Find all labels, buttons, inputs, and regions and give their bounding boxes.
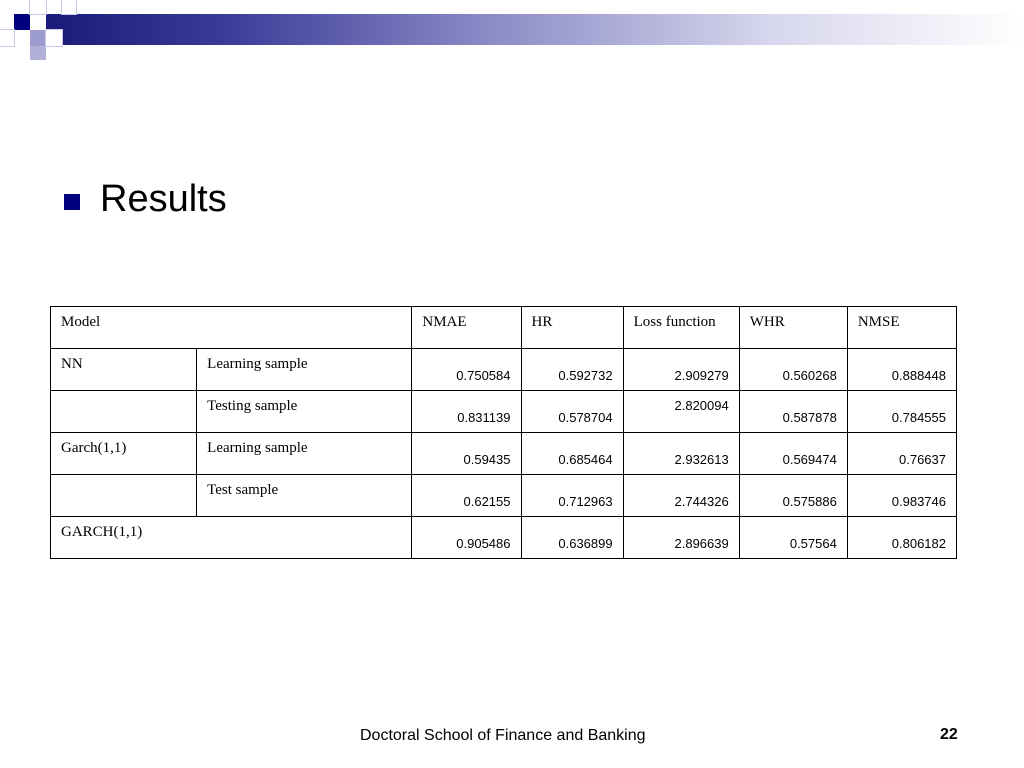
bullet-square-icon xyxy=(64,194,80,210)
header-square-light xyxy=(46,30,62,46)
cell-sample: Learning sample xyxy=(197,349,412,391)
header-square-light xyxy=(0,30,14,46)
cell-hr: 0.636899 xyxy=(521,517,623,559)
slide-header-decoration xyxy=(0,0,1024,48)
cell-nmae: 0.59435 xyxy=(412,433,521,475)
header-square-mid xyxy=(30,46,46,60)
header-cell-loss-function: Loss function xyxy=(623,307,739,349)
slide-footer: Doctoral School of Finance and Banking xyxy=(360,727,646,744)
cell-sample: Test sample xyxy=(197,475,412,517)
cell-hr: 0.712963 xyxy=(521,475,623,517)
header-cell-model: Model xyxy=(51,307,412,349)
cell-loss: 2.896639 xyxy=(623,517,739,559)
cell-loss: 2.932613 xyxy=(623,433,739,475)
cell-nmse: 0.784555 xyxy=(847,391,956,433)
cell-nmae: 0.750584 xyxy=(412,349,521,391)
header-cell-nmse: NMSE xyxy=(847,307,956,349)
header-cell-whr: WHR xyxy=(739,307,847,349)
cell-nmae: 0.62155 xyxy=(412,475,521,517)
table-row xyxy=(51,433,957,475)
cell-loss: 2.909279 xyxy=(623,349,739,391)
header-square-dark xyxy=(14,14,30,30)
header-square-mid xyxy=(30,30,46,46)
table-row xyxy=(51,391,957,433)
cell-whr: 0.569474 xyxy=(739,433,847,475)
cell-model: NN xyxy=(51,349,197,391)
cell-nmse: 0.76637 xyxy=(847,433,956,475)
cell-model xyxy=(51,475,197,517)
slide-heading: Results xyxy=(100,178,227,220)
cell-model xyxy=(51,391,197,433)
cell-loss: 2.744326 xyxy=(623,475,739,517)
cell-nmse: 0.983746 xyxy=(847,475,956,517)
header-gradient-bar xyxy=(46,14,1024,45)
cell-loss: 2.820094 xyxy=(623,391,739,433)
cell-whr: 0.587878 xyxy=(739,391,847,433)
cell-hr: 0.578704 xyxy=(521,391,623,433)
table-row xyxy=(51,349,957,391)
cell-nmae: 0.905486 xyxy=(412,517,521,559)
results-table xyxy=(50,306,957,559)
header-square-light xyxy=(62,0,76,14)
cell-nmae: 0.831139 xyxy=(412,391,521,433)
table-row xyxy=(51,475,957,517)
header-cell-hr: HR xyxy=(521,307,623,349)
cell-nmse: 0.888448 xyxy=(847,349,956,391)
cell-whr: 0.560268 xyxy=(739,349,847,391)
cell-whr: 0.57564 xyxy=(739,517,847,559)
cell-nmse: 0.806182 xyxy=(847,517,956,559)
header-cell-nmae: NMAE xyxy=(412,307,521,349)
cell-hr: 0.592732 xyxy=(521,349,623,391)
cell-hr: 0.685464 xyxy=(521,433,623,475)
header-square-light xyxy=(30,0,46,14)
cell-model: GARCH(1,1) xyxy=(51,517,412,559)
cell-sample: Learning sample xyxy=(197,433,412,475)
cell-whr: 0.575886 xyxy=(739,475,847,517)
page-number: 22 xyxy=(940,726,958,743)
table-header-row xyxy=(51,307,957,349)
cell-sample: Testing sample xyxy=(197,391,412,433)
table-row xyxy=(51,517,957,559)
cell-model: Garch(1,1) xyxy=(51,433,197,475)
